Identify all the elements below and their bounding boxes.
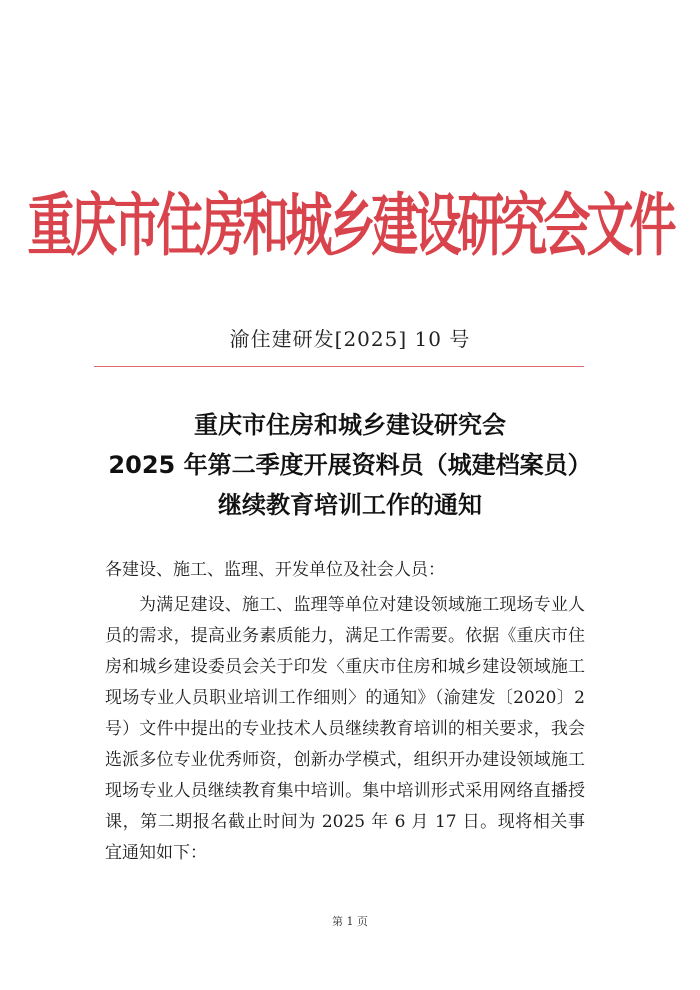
notice-title	[0, 405, 700, 525]
page-number: 第 1 页	[332, 915, 368, 928]
notice-title-line-3: 继续教育培训工作的通知	[218, 491, 482, 519]
org-header-title: 重庆市住房和城乡建设研究会文件	[27, 186, 673, 267]
document-number: 渝住建研发[2025] 10 号	[229, 327, 471, 351]
salutation: 各建设、施工、监理、开发单位及社会人员：	[105, 560, 445, 580]
notice-body	[105, 555, 585, 869]
body-paragraph: 为满足建设、施工、监理等单位对建设领域施工现场专业人员的需求，提高业务素质能力，满足工作需要。依据《重庆市住房和城乡建设委员会关于印发〈重庆市住房和城乡建设领域施工现场专业人员职业培训工作细则〉的通知》（渝建发〔2020〕2 号）文件中提出的专业技术人员继续教育培训的相关要求，我会选派多位专业优秀师资，创新办学模式，组织开办建设领域施工现场专业人员继续教育集中培训。集中培训形式采用网络直播授课，第二期报名截止时间为 2025 年 6 月 17 日。现将相关事宜通知如下：	[105, 595, 585, 863]
notice-title-line-2: 2025 年第二季度开展资料员（城建档案员）	[108, 451, 592, 479]
red-divider-line	[94, 366, 584, 367]
notice-title-line-1: 重庆市住房和城乡建设研究会	[194, 411, 506, 439]
